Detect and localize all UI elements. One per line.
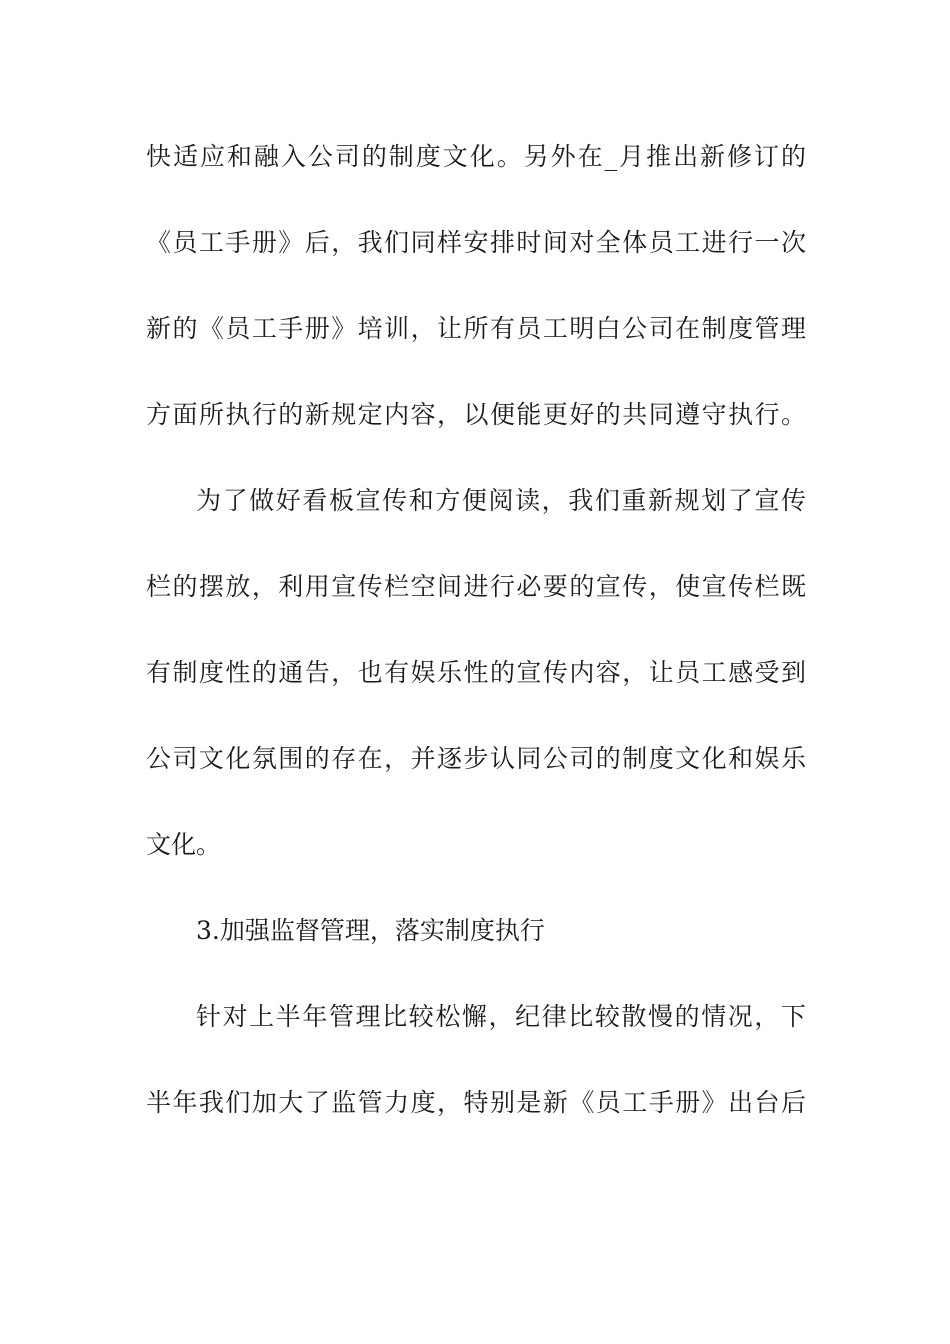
paragraph-line: 《员工手册》后，我们同样安排时间对全体员工进行一次 (146, 228, 806, 257)
paragraph-line: 半年我们加大了监管力度，特别是新《员工手册》出台后 (146, 1088, 806, 1117)
paragraph-line: 文化。 (146, 830, 222, 859)
paragraph-line: 公司文化氛围的存在，并逐步认同公司的制度文化和娱乐 (146, 744, 806, 773)
paragraph-line: 方面所执行的新规定内容，以便能更好的共同遵守执行。 (146, 400, 806, 429)
section-heading: 3.加强监督管理，落实制度执行 (196, 916, 545, 945)
paragraph-line: 为了做好看板宣传和方便阅读，我们重新规划了宣传 (196, 486, 806, 515)
paragraph-line: 针对上半年管理比较松懈，纪律比较散慢的情况，下 (196, 1002, 806, 1031)
paragraph-line: 栏的摆放，利用宣传栏空间进行必要的宣传，使宣传栏既 (146, 572, 806, 601)
paragraph-line: 新的《员工手册》培训，让所有员工明白公司在制度管理 (146, 314, 806, 343)
paragraph-line: 快适应和融入公司的制度文化。另外在_月推出新修订的 (146, 142, 806, 171)
paragraph-line: 有制度性的通告，也有娱乐性的宣传内容，让员工感受到 (146, 658, 806, 687)
